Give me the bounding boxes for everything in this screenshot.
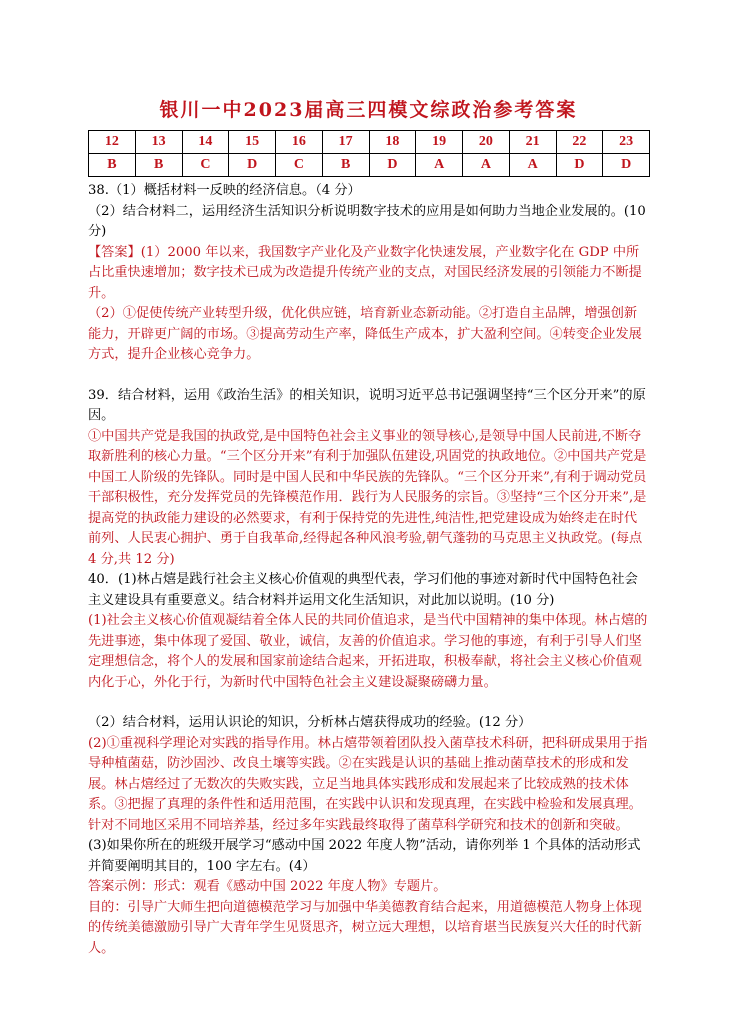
question-number-cell: 21 [509, 131, 556, 154]
answer-cell: C [182, 154, 229, 177]
answer-cell: A [416, 154, 463, 177]
q38-part1-question: 38.（1）概括材料一反映的经济信息。（4 分） [88, 183, 361, 198]
answer-row [89, 154, 650, 177]
q40-part1-answer: (1)社会主义核心价值观凝结着全体人民的共同价值追求，是当代中国精神的集中体现。林占熺的先进事迹，集中体现了爱国、敬业，诚信，友善的价值追求。学习他的事迹，有利于引导人们坚定理想信念，将个人的发展和国家前途结合起来，开拓进取，积极奉献，将社会主义核心价值观内化于心，外化于行，为新时代中国特色社会主义建设凝聚磅礴力量。 [88, 613, 648, 690]
question-number-cell: 22 [556, 131, 603, 154]
question-number-cell: 16 [276, 131, 323, 154]
answer-cell: B [322, 154, 369, 177]
question-number-cell: 14 [182, 131, 229, 154]
answer-cell: D [369, 154, 416, 177]
question-number-cell: 12 [89, 131, 136, 154]
q38-answer-part1: 【答案】(1）2000 年以来，我国数字产业化及产业数字化快速发展，产业数字化在 GDP 中所占比重快速增加；数字技术已成为改造提升传统产业的支点，对国民经济发展的引领能力不断提升。 [88, 244, 642, 301]
q40-part3-answer-form: 答案示例：形式：观看《感动中国 2022 年度人物》专题片。 [88, 879, 447, 894]
q38-part2-question: （2）结合材料二，运用经济生活知识分析说明数字技术的应用是如何助力当地企业发展的。(10 分) [88, 203, 646, 239]
answer-cell: B [89, 154, 136, 177]
q40-part1-question: 40．(1)林占熺是践行社会主义核心价值观的典型代表，学习们他的事迹对新时代中国特色社会主义建设具有重要意义。结合材料并运用文化生活知识，对此加以说明。(10 分) [88, 572, 638, 608]
q40-part2-question: （2）结合材料，运用认识论的知识，分析林占熺获得成功的经验。(12 分） [88, 715, 532, 730]
q39-question: 39．结合材料，运用《政治生活》的相关知识，说明习近平总书记强调坚持“三个区分开来”的原因。 [88, 387, 646, 423]
question-number-cell: 15 [229, 131, 276, 154]
question-number-cell: 13 [135, 131, 182, 154]
q40-part3-answer-purpose: 目的：引导广大师生把向道德模范学习与加强中华美德教育结合起来，用道德模范人物身上体现的传统美德激励引导广大青年学生见贤思齐，树立远大理想，以培育堪当民族复兴大任的时代新人。 [88, 899, 642, 956]
question-number-row [89, 131, 650, 154]
question-number-cell: 17 [322, 131, 369, 154]
answer-cell: D [603, 154, 650, 177]
question-number-cell: 23 [603, 131, 650, 154]
question-number-cell: 18 [369, 131, 416, 154]
q40-part2-answer: (2)①重视科学理论对实践的指导作用。林占熺带领着团队投入菌草技术科研，把科研成果用于指导种植菌菇，防沙固沙、改良土壤等实践。②在实践是认识的基础上推动菌草技术的形成和发展。林占熺经过了无数次的失败实践，立足当地具体实践形成和发展起来了比较成熟的技术体系。③把握了真理的条件性和适用范围，在实践中认识和发现真理，在实践中检验和发展真理。针对不同地区采用不同培养基，经过多年实践最终取得了菌草科学研究和技术的创新和突破。 [88, 735, 648, 833]
q40-part3-question: (3)如果你所在的班级开展学习“感动中国 2022 年度人物”活动，请你列举 1 个具体的活动形式并简要阐明其目的，100 字左右。(4） [88, 838, 641, 874]
answer-cell: C [276, 154, 323, 177]
answer-cell: A [463, 154, 510, 177]
page-title: 银川一中2023届高三四模文综政治参考答案 [159, 99, 578, 121]
answer-content [88, 181, 650, 959]
q39-answer: ①中国共产党是我国的执政党,是中国特色社会主义事业的领导核心,是领导中国人民前进,不断夺取新胜利的核心力量。“三个区分开来”有利于加强队伍建设,巩固党的执政地位。②中国共产党是中国工人阶级的先锋队。同时是中国人民和中华民族的先锋队。“三个区分开来”,有利于调动党员干部积极性，充分发挥党员的先锋模范作用．践行为人民服务的宗旨。③坚持“三个区分开来”,是提高党的执政能力建设的必然要求，有利于保持党的先进性,纯洁性,把党建设成为始终走在时代前列、人民衷心拥护、勇于自我革命,经得起各种风浪考验,朝气蓬勃的马克思主义执政党。(每点 4 分,共 12 分) [88, 428, 647, 567]
answer-cell: A [509, 154, 556, 177]
answer-table [88, 130, 650, 177]
answer-cell: D [229, 154, 276, 177]
q38-answer-part2: （2）①促使传统产业转型升级，优化供应链，培育新业态新动能。②打造自主品牌，增强创新能力，开辟更广阔的市场。③提高劳动生产率，降低生产成本，扩大盈利空间。④转变企业发展方式，提升企业核心竞争力。 [88, 306, 642, 362]
answer-cell: B [135, 154, 182, 177]
question-number-cell: 19 [416, 131, 463, 154]
question-number-cell: 20 [463, 131, 510, 154]
answer-cell: D [556, 154, 603, 177]
